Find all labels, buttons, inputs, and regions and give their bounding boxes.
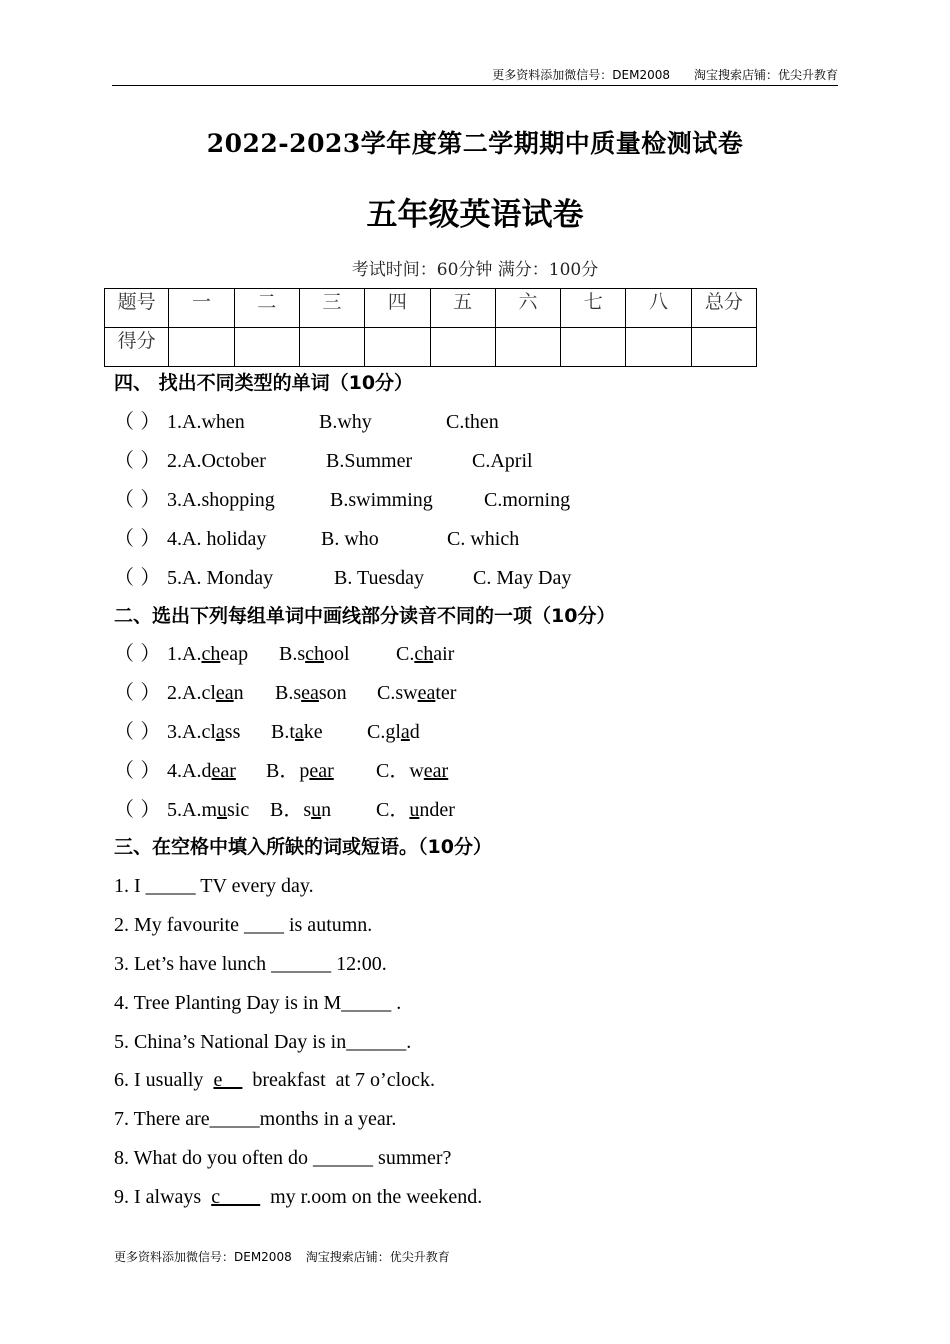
footer-shop: 淘宝搜索店铺：优尖升教育 bbox=[305, 1250, 450, 1264]
question-row bbox=[114, 757, 448, 784]
fill-blank-item: 9. I always c____ my r.oom on the weekend. bbox=[114, 1186, 483, 1208]
score-cell: 题号 bbox=[105, 289, 169, 328]
page-subtitle: 五年级英语试卷 bbox=[366, 197, 584, 233]
option-c: C.glad bbox=[367, 721, 420, 743]
score-cell: 一 bbox=[169, 289, 234, 328]
header-wechat: 更多资料添加微信号：DEM2008 bbox=[492, 68, 670, 82]
score-input-cell[interactable] bbox=[299, 328, 364, 367]
question-row bbox=[114, 718, 420, 745]
question-number: 2. bbox=[167, 450, 182, 472]
question-number: 1. bbox=[167, 411, 182, 433]
option-c: C．wear bbox=[376, 760, 449, 782]
question-number: 5. bbox=[167, 567, 182, 589]
fill-blank-item: 1. I _____ TV every day. bbox=[114, 875, 314, 897]
page-header bbox=[492, 66, 838, 83]
exam-info: 考试时间：60分钟 满分：100分 bbox=[351, 260, 599, 280]
score-table-header-row bbox=[105, 289, 757, 328]
answer-paren[interactable]: （ ） bbox=[114, 680, 161, 704]
answer-paren[interactable]: （ ） bbox=[114, 487, 161, 511]
section-3-heading: 三、在空格中填入所缺的词或短语。（10分） bbox=[114, 836, 492, 858]
score-input-cell[interactable] bbox=[365, 328, 430, 367]
option-c: C．under bbox=[376, 799, 455, 821]
option-a: A. Monday bbox=[182, 567, 274, 589]
option-b: B.season bbox=[275, 682, 347, 704]
answer-paren[interactable]: （ ） bbox=[114, 719, 161, 743]
option-b: B.why bbox=[319, 411, 372, 433]
question-row bbox=[114, 640, 454, 667]
score-cell: 五 bbox=[430, 289, 495, 328]
score-cell: 二 bbox=[234, 289, 299, 328]
answer-paren[interactable]: （ ） bbox=[114, 409, 161, 433]
answer-paren[interactable]: （ ） bbox=[114, 797, 161, 821]
option-c: C. which bbox=[447, 528, 520, 550]
option-a: A.shopping bbox=[182, 489, 275, 511]
score-row-label: 得分 bbox=[105, 328, 169, 367]
score-cell: 六 bbox=[495, 289, 560, 328]
fill-blank-item: 5. China’s National Day is in______. bbox=[114, 1031, 412, 1053]
option-c: C. May Day bbox=[473, 567, 572, 589]
option-a: 2.A.clean bbox=[167, 682, 244, 704]
score-input-cell[interactable] bbox=[495, 328, 560, 367]
question-row bbox=[114, 564, 571, 591]
answer-paren[interactable]: （ ） bbox=[114, 565, 161, 589]
question-row bbox=[114, 679, 456, 706]
score-input-cell[interactable] bbox=[626, 328, 691, 367]
option-c: C.morning bbox=[484, 489, 571, 511]
score-table-score-row bbox=[105, 328, 757, 367]
option-a: 5.A.music bbox=[167, 799, 250, 821]
option-c: C.April bbox=[472, 450, 533, 472]
option-a: A. holiday bbox=[182, 528, 267, 550]
score-cell: 七 bbox=[561, 289, 626, 328]
option-b: B．pear bbox=[266, 760, 334, 782]
fill-blank-item: 4. Tree Planting Day is in M_____ . bbox=[114, 992, 402, 1014]
question-row bbox=[114, 408, 499, 435]
option-c: C.chair bbox=[396, 643, 455, 665]
fill-blank-item: 7. There are_____months in a year. bbox=[114, 1108, 397, 1130]
option-b: B.take bbox=[271, 721, 323, 743]
option-b: B.Summer bbox=[326, 450, 413, 472]
option-b: B. who bbox=[321, 528, 379, 550]
score-table bbox=[104, 288, 757, 367]
fill-blank-item: 6. I usually e__ breakfast at 7 o’clock. bbox=[114, 1069, 436, 1091]
section-2-heading: 二、选出下列每组单词中画线部分读音不同的一项（10分） bbox=[114, 605, 616, 627]
question-row bbox=[114, 796, 455, 823]
fill-blank-item: 8. What do you often do ______ summer? bbox=[114, 1147, 452, 1169]
score-input-cell[interactable] bbox=[234, 328, 299, 367]
question-row bbox=[114, 525, 519, 552]
section-1-heading: 四、 找出不同类型的单词（10分） bbox=[114, 372, 414, 394]
question-number: 4. bbox=[167, 528, 182, 550]
option-c: C.sweater bbox=[377, 682, 457, 704]
score-input-cell[interactable] bbox=[561, 328, 626, 367]
fill-blank-item: 2. My favourite ____ is autumn. bbox=[114, 914, 373, 936]
option-a: A.when bbox=[182, 411, 245, 433]
score-input-cell[interactable] bbox=[430, 328, 495, 367]
page-title: 2022-2023学年度第二学期期中质量检测试卷 bbox=[206, 129, 744, 158]
option-c: C.then bbox=[446, 411, 499, 433]
option-a: 4.A.dear bbox=[167, 760, 236, 782]
option-b: B．sun bbox=[270, 799, 332, 821]
option-a: 1.A.cheap bbox=[167, 643, 249, 665]
question-number: 3. bbox=[167, 489, 182, 511]
header-divider bbox=[112, 85, 838, 86]
option-a: A.October bbox=[182, 450, 266, 472]
option-b: B.swimming bbox=[330, 489, 433, 511]
option-b: B.school bbox=[279, 643, 350, 665]
score-cell: 三 bbox=[299, 289, 364, 328]
answer-paren[interactable]: （ ） bbox=[114, 641, 161, 665]
answer-paren[interactable]: （ ） bbox=[114, 448, 161, 472]
score-cell: 总分 bbox=[691, 289, 756, 328]
header-shop: 淘宝搜索店铺：优尖升教育 bbox=[693, 68, 838, 82]
answer-paren[interactable]: （ ） bbox=[114, 526, 161, 550]
footer-wechat: 更多资料添加微信号：DEM2008 bbox=[114, 1250, 292, 1264]
question-row bbox=[114, 486, 570, 513]
score-input-cell[interactable] bbox=[691, 328, 756, 367]
score-cell: 四 bbox=[365, 289, 430, 328]
option-a: 3.A.class bbox=[167, 721, 241, 743]
fill-blank-item: 3. Let’s have lunch ______ 12:00. bbox=[114, 953, 387, 975]
page-footer bbox=[114, 1248, 450, 1265]
score-cell: 八 bbox=[626, 289, 691, 328]
score-input-cell[interactable] bbox=[169, 328, 234, 367]
answer-paren[interactable]: （ ） bbox=[114, 758, 161, 782]
question-row bbox=[114, 447, 533, 474]
option-b: B. Tuesday bbox=[334, 567, 425, 589]
